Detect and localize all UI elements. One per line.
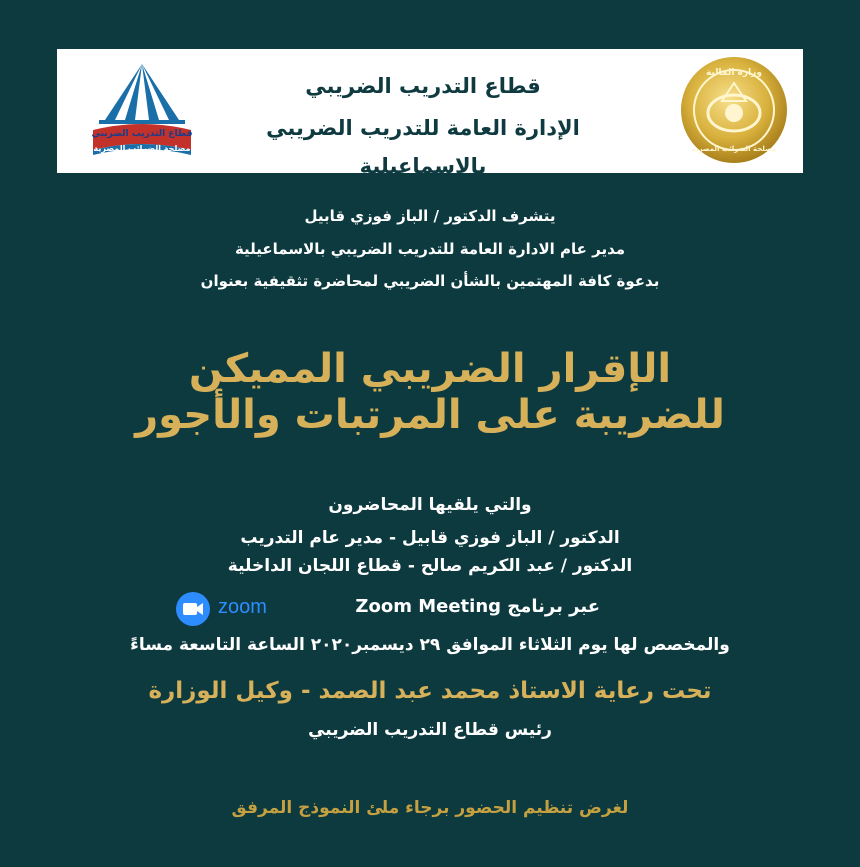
zoom-meeting-text: عبر برنامج Zoom Meeting bbox=[355, 596, 600, 617]
seal-top-text: وزارة المالية bbox=[706, 68, 762, 78]
patronage-title: رئيس قطاع التدريب الضريبي bbox=[308, 720, 552, 740]
training-sector-logo-icon bbox=[85, 58, 200, 164]
lecturer-1: الدكتور / الباز فوزي قابيل - مدير عام التدريب bbox=[240, 528, 620, 548]
invite-line-2: مدير عام الادارة العامة للتدريب الضريبي بالاسماعيلية bbox=[234, 240, 626, 258]
invite-line-1: يتشرف الدكتور / الباز فوزي قابيل bbox=[304, 207, 556, 225]
lecture-title-line-2: للضريبة على المرتبات والأجور bbox=[135, 392, 725, 438]
patronage-line: تحت رعاية الاستاذ محمد عبد الصمد - وكيل الوزارة bbox=[148, 678, 712, 704]
left-logo-bottom-text: مصلحة الضرائب المصرية bbox=[93, 144, 191, 153]
left-logo-top-text: قطاع التدريب الضريبي bbox=[91, 129, 193, 139]
header-banner bbox=[57, 49, 803, 178]
seal-bottom-text: مصلحة الضرائب المصرية bbox=[691, 145, 777, 153]
zoom-row bbox=[170, 590, 600, 628]
banner-subtitle: الإدارة العامة للتدريب الضريبي بالإسماعيلية bbox=[266, 116, 580, 178]
invite-line-3: بدعوة كافة المهتمين بالشأن الضريبي لمحاضرة تثقيفية بعنوان bbox=[200, 272, 660, 290]
lecturers-heading: والتي يلقيها المحاضرون bbox=[328, 495, 532, 515]
lecture-title-line-1: الإقرار الضريبي المميكن bbox=[188, 346, 672, 392]
zoom-camera-icon bbox=[176, 592, 210, 626]
banner-text bbox=[213, 69, 633, 185]
lecturer-2: الدكتور / عبد الكريم صالح - قطاع اللجان الداخلية bbox=[227, 556, 633, 576]
zoom-wordmark: zoom bbox=[218, 596, 267, 618]
footer-note: لغرض تنظيم الحضور برجاء ملئ النموذج المرفق bbox=[231, 798, 629, 818]
schedule-text: والمخصص لها يوم الثلاثاء الموافق ٢٩ ديسمبر٢٠٢٠ الساعة التاسعة مساءً bbox=[130, 635, 730, 655]
banner-title: قطاع التدريب الضريبي bbox=[305, 74, 541, 98]
ministry-of-finance-seal-icon bbox=[679, 55, 789, 165]
